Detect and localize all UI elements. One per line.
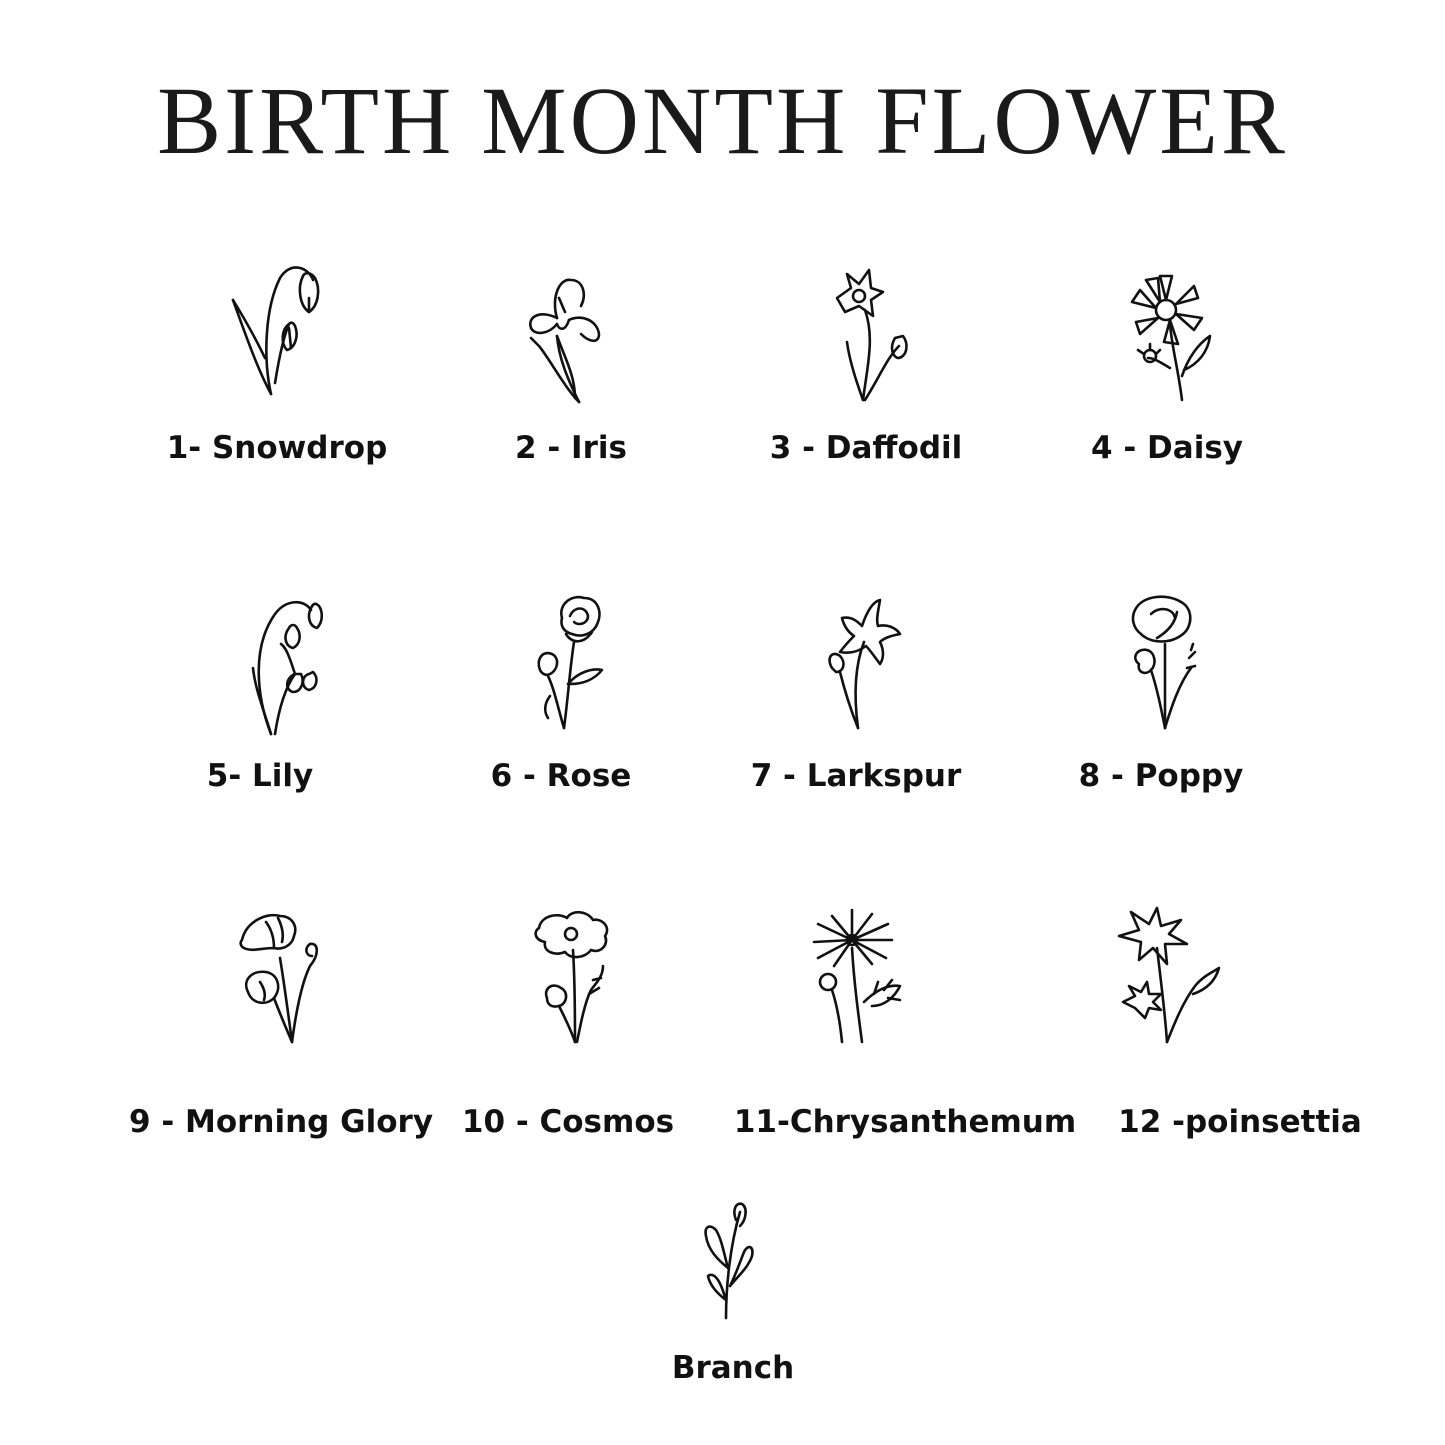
flower-label-larkspur: 7 - Larkspur xyxy=(750,758,962,794)
morning-glory-icon xyxy=(222,902,372,1052)
larkspur-icon xyxy=(792,588,942,738)
flower-label-chrysanthemum: 11-Chrysanthemum xyxy=(733,1104,1077,1140)
page-title: BIRTH MONTH FLOWER xyxy=(157,67,1288,174)
flower-label-iris: 2 - Iris xyxy=(515,430,627,466)
flower-label-poppy: 8 - Poppy xyxy=(1078,758,1244,794)
daisy-icon xyxy=(1090,258,1240,408)
flower-label-rose: 6 - Rose xyxy=(490,758,632,794)
flower-label-poinsettia: 12 -poinsettia xyxy=(1118,1104,1362,1140)
flower-label-cosmos: 10 - Cosmos xyxy=(461,1104,675,1140)
poinsettia-icon xyxy=(1095,902,1245,1052)
cosmos-icon xyxy=(505,902,655,1052)
iris-icon xyxy=(495,258,645,408)
daffodil-icon xyxy=(789,258,939,408)
snowdrop-icon xyxy=(205,258,355,408)
flower-label-lily: 5- Lily xyxy=(206,758,314,794)
flower-label-morning-glory: 9 - Morning Glory xyxy=(128,1104,434,1140)
flower-label-daffodil: 3 - Daffodil xyxy=(769,430,963,466)
flower-label-daisy: 4 - Daisy xyxy=(1091,430,1243,466)
rose-icon xyxy=(498,588,648,738)
chrysanthemum-icon xyxy=(788,902,938,1052)
flower-label-branch: Branch xyxy=(671,1350,795,1386)
flower-label-snowdrop: 1- Snowdrop xyxy=(166,430,388,466)
branch-icon xyxy=(660,1196,810,1346)
lily-icon xyxy=(215,588,365,738)
poppy-icon xyxy=(1095,588,1245,738)
